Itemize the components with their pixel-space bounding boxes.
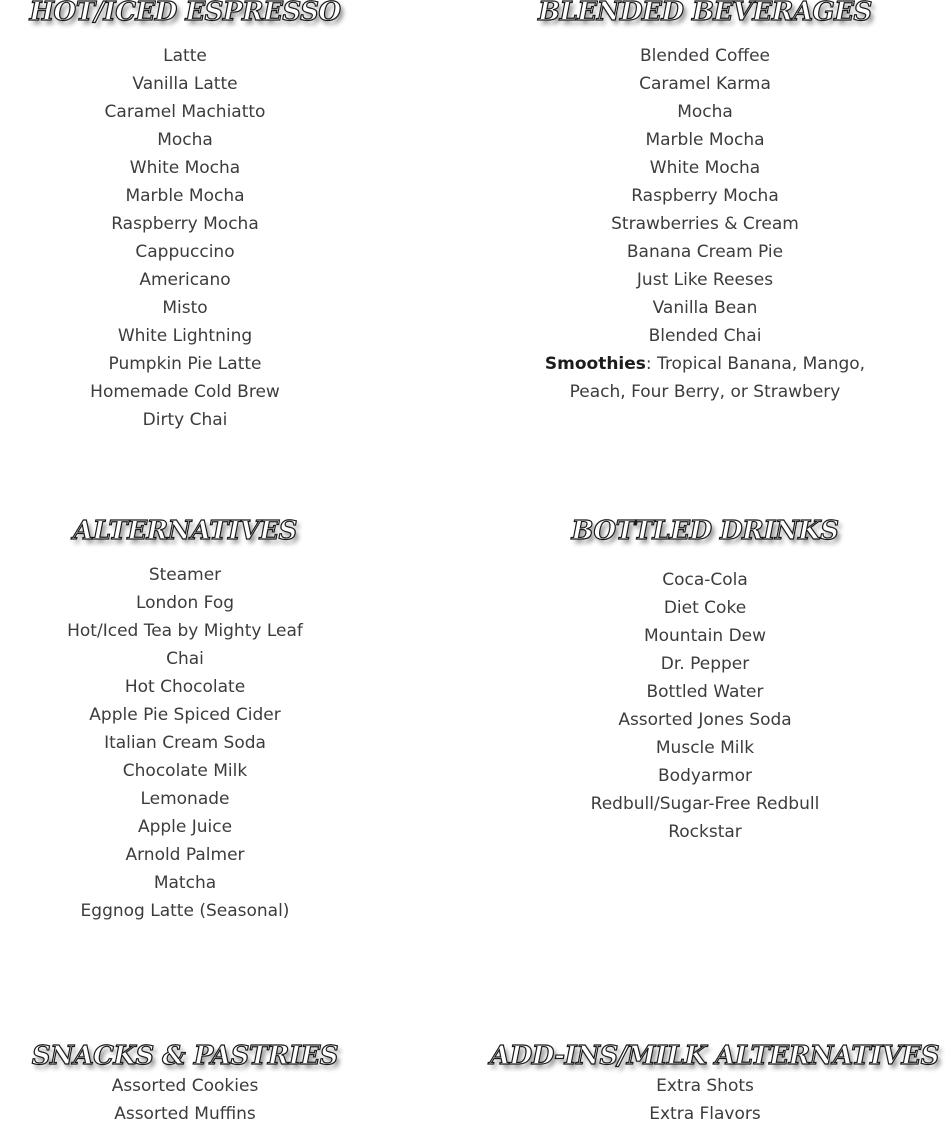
- snacks-pastries-heading: SNACKS & PASTRIES: [31, 1041, 339, 1071]
- smoothies-item: [515, 350, 895, 406]
- menu-item: Dr. Pepper: [660, 654, 750, 674]
- menu-item: Assorted Muffins: [114, 1104, 256, 1124]
- menu-item: Diet Coke: [663, 598, 747, 618]
- menu-item: Assorted Cookies: [111, 1076, 259, 1096]
- menu-item: Apple Pie Spiced Cider: [89, 705, 281, 725]
- menu-item: London Fog: [135, 593, 235, 613]
- blended-beverages-section: [515, 0, 895, 406]
- hot-iced-espresso-list: [20, 42, 350, 434]
- menu-item: Apple Juice: [137, 817, 233, 837]
- menu-item: Matcha: [153, 873, 217, 893]
- menu-item: Caramel Machiatto: [104, 102, 266, 122]
- menu-item: Italian Cream Soda: [104, 733, 266, 753]
- menu-item: Bodyarmor: [658, 766, 752, 786]
- menu-item: Just Like Reeses: [636, 270, 774, 290]
- menu-item: Blended Chai: [648, 326, 762, 346]
- menu-item: Eggnog Latte (Seasonal): [80, 901, 290, 921]
- bottled-drinks-heading: BOTTLED DRINKS: [571, 516, 839, 546]
- menu-item: Marble Mocha: [125, 186, 245, 206]
- menu-item: White Mocha: [649, 158, 761, 178]
- menu-item: Dirty Chai: [142, 410, 228, 430]
- menu-item: Marble Mocha: [645, 130, 765, 150]
- menu-item: Vanilla Latte: [132, 74, 238, 94]
- alternatives-section: [20, 517, 350, 925]
- smoothies-label: Smoothies: [544, 354, 646, 374]
- menu-item: Chocolate Milk: [122, 761, 248, 781]
- snacks-pastries-section: [20, 1042, 350, 1128]
- blended-beverages-heading: BLENDED BEVERAGES: [538, 0, 872, 27]
- menu-item: Chai: [166, 649, 204, 669]
- menu-item: Hot Chocolate: [124, 677, 246, 697]
- menu-item: Strawberries & Cream: [611, 214, 799, 234]
- add-ins-section: [490, 1041, 940, 1128]
- snacks-pastries-list: [20, 1072, 350, 1128]
- bottled-drinks-list: [515, 566, 895, 846]
- menu-item: White Lightning: [117, 326, 253, 346]
- menu-item: Mocha: [677, 102, 733, 122]
- alternatives-heading: ALTERNATIVES: [73, 516, 297, 546]
- menu-item: Lemonade: [140, 789, 230, 809]
- menu-item: Steamer: [148, 565, 222, 585]
- menu-item: Vanilla Bean: [652, 298, 758, 318]
- menu-item: Muscle Milk: [655, 738, 755, 758]
- menu-item: Mountain Dew: [643, 626, 767, 646]
- menu-item: Caramel Karma: [639, 74, 771, 94]
- menu-item: Banana Cream Pie: [626, 242, 784, 262]
- menu-item: Mocha: [157, 130, 213, 150]
- menu-item: Homemade Cold Brew: [90, 382, 280, 402]
- menu-item: Raspberry Mocha: [111, 214, 259, 234]
- menu-item: Redbull/Sugar-Free Redbull: [590, 794, 820, 814]
- menu-item: Misto: [162, 298, 208, 318]
- add-ins-list: [490, 1072, 920, 1128]
- menu-item: Rockstar: [668, 822, 742, 842]
- smoothies-flavors: : Tropical Banana, Mango, Peach, Four Berry, or Strawbery: [569, 354, 866, 402]
- menu-item: Extra Shots: [656, 1076, 754, 1096]
- menu-item: Coca-Cola: [662, 570, 748, 590]
- menu-item: Bottled Water: [646, 682, 764, 702]
- menu-item: Americano: [139, 270, 231, 290]
- hot-iced-espresso-section: [20, 0, 350, 434]
- menu-item: Raspberry Mocha: [631, 186, 779, 206]
- menu-item: Hot/Iced Tea by Mighty Leaf: [67, 621, 303, 641]
- menu-item: White Mocha: [129, 158, 241, 178]
- hot-iced-espresso-heading: HOT/ICED ESPRESSO: [29, 0, 341, 27]
- menu-item: Pumpkin Pie Latte: [108, 354, 262, 374]
- alternatives-list: [20, 561, 350, 925]
- bottled-drinks-section: [515, 517, 895, 846]
- menu-item: Cappuccino: [135, 242, 235, 262]
- menu-item: Arnold Palmer: [125, 845, 245, 865]
- blended-beverages-list: [515, 42, 895, 406]
- menu-item: Assorted Jones Soda: [618, 710, 792, 730]
- menu-item: Latte: [163, 46, 207, 66]
- add-ins-heading: ADD-INS/MILK ALTERNATIVES: [490, 1041, 940, 1071]
- menu-item: Extra Flavors: [649, 1104, 761, 1124]
- menu-item: Blended Coffee: [640, 46, 770, 66]
